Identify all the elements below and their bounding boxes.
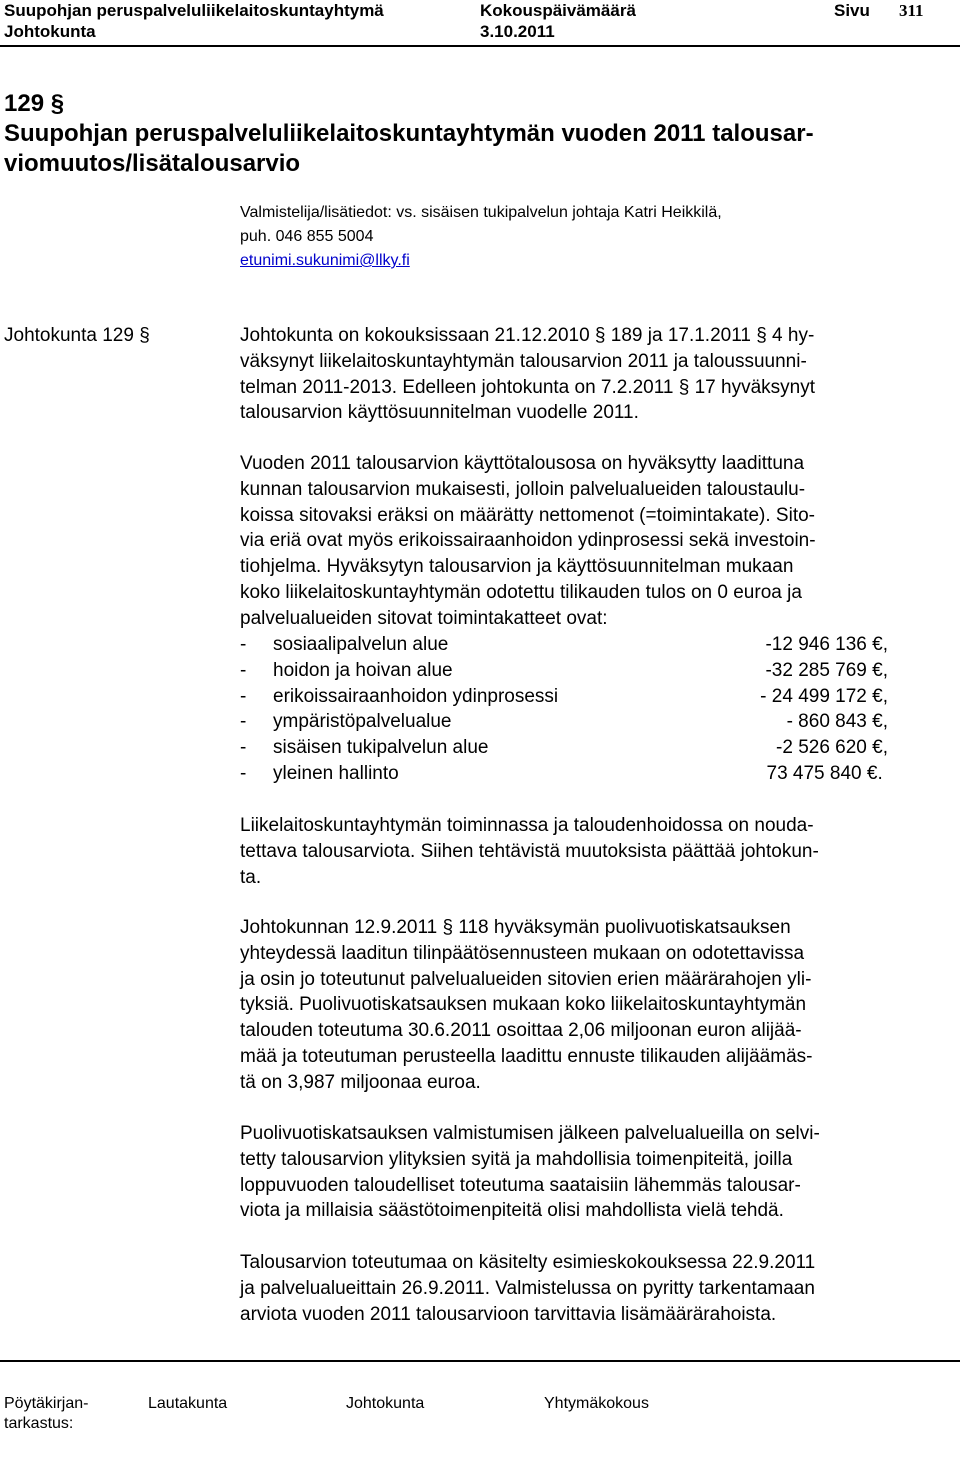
section-title-line2: viomuutos/lisätalousarvio bbox=[4, 150, 301, 177]
header-body: Johtokunta bbox=[4, 22, 96, 41]
section-number: 129 § bbox=[4, 90, 65, 117]
paragraph-5: Puolivuotiskatsauksen valmistumisen jälkeen palvelualueilla on selvi- tetty talousarvion ylityksien syitä ja mahdollisia toimenpiteitä, joilla loppuvuoden taloudelliset toteutuma saataisiin lähemmäs talousar- viota ja millaisia säästötoimenpiteitä olisi mahdollista vielä tehdä. bbox=[240, 1123, 820, 1222]
reference-label: Johtokunta 129 § bbox=[4, 325, 150, 346]
paragraph-3: Liikelaitoskuntayhtymän toiminnassa ja taloudenhoidossa on nouda- tettava talousarviota. Siihen tehtävistä muutoksista päättää johtokun- ta. bbox=[240, 815, 819, 888]
list-item: - hoidon ja hoivan alue -32 285 769 €, bbox=[240, 659, 888, 681]
list-item: - sisäisen tukipalvelun alue -2 526 620 €, bbox=[240, 737, 888, 759]
list-item: - sosiaalipalvelun alue -12 946 136 €, bbox=[240, 634, 888, 655]
header-date: 3.10.2011 bbox=[480, 22, 555, 41]
preparer-line1: Valmistelija/lisätiedot: vs. sisäisen tukipalvelun johtaja Katri Heikkilä, bbox=[240, 204, 722, 221]
preparer-email-link[interactable]: etunimi.sukunimi@llky.fi bbox=[240, 252, 410, 269]
header-org: Suupohjan peruspalveluliikelaitoskuntayhtymä bbox=[4, 1, 384, 20]
budget-items-list bbox=[240, 632, 900, 787]
header-divider bbox=[0, 45, 960, 47]
header-page-number: 311 bbox=[899, 1, 924, 20]
paragraph-6: Talousarvion toteutumaa on käsitelty esimieskokouksessa 22.9.2011 ja palvelualueittain 26.9.2011. Valmistelussa on pyritty tarkentamaan arviota vuoden 2011 talousarvioon tarvittavia lisämäärärahoista. bbox=[240, 1252, 816, 1325]
list-item: - ympäristöpalvelualue - 860 843 €, bbox=[240, 711, 888, 733]
paragraph-1: Johtokunta on kokouksissaan 21.12.2010 § 189 ja 17.1.2011 § 4 hy- väksynyt liikelaitoskuntayhtymän talousarvion 2011 ja taloussuunni- telman 2011-2013. Edelleen johtokunta on 7.2.2011 § 17 hyväksynyt talousarvion käyttösuunnitelman vuodelle 2011. bbox=[240, 325, 815, 424]
footer-divider bbox=[0, 1360, 960, 1362]
paragraph-2: Vuoden 2011 talousarvion käyttötalousosa on hyväksytty laadittuna kunnan talousarvion mukaisesti, jolloin palvelualueiden taloustaulu- koissa sitovaksi eräksi on määrätty nettomenot (=toimintakate). Sito- via eriä ovat myös erikoissairaanhoidon ydinprosessi sekä investoin- tiohjelma. Hyväksytyn talousarvion ja käyttösuunnitelman mukaan koko liikelaitoskuntayhtymän odotettu tilikauden tulos on 0 euroa ja palvelualueiden sitovat toimintakatteet ovat: bbox=[240, 453, 816, 629]
paragraph-4: Johtokunnan 12.9.2011 § 118 hyväksymän puolivuotiskatsauksen yhteydessä laaditun tilinpäätösennusteen mukaan on odotettavissa ja osin jo toteutunut palvelualueiden sitovien erien määrärahojen yli- tyksiä. Puolivuotiskatsauksen mukaan koko liikelaitoskuntayhtymän talouden toteutuma 30.6.2011 osoittaa 2,06 miljoonan euron alijää- mää ja toteutuman perusteella laadittu ennuste tilikauden alijäämäs- tä on 3,987 miljoonaa euroa. bbox=[240, 917, 813, 1093]
preparer-phone: puh. 046 855 5004 bbox=[240, 228, 374, 245]
section-title-line1: Suupohjan peruspalveluliikelaitoskuntayhtymän vuoden 2011 talousar- bbox=[4, 120, 814, 147]
footer-check-label: Pöytäkirjan- tarkastus: bbox=[4, 1395, 89, 1432]
footer-signature-yhtymakokous: Yhtymäkokous bbox=[544, 1395, 649, 1412]
footer-signature-lautakunta: Lautakunta bbox=[148, 1395, 228, 1412]
header-page-label: Sivu bbox=[834, 1, 870, 20]
list-item: - erikoissairaanhoidon ydinprosessi - 24 499 172 €, bbox=[240, 685, 888, 707]
list-item: - yleinen hallinto 73 475 840 €. bbox=[240, 762, 888, 784]
header-meeting-date-label: Kokouspäivämäärä bbox=[480, 1, 636, 20]
footer-signature-johtokunta: Johtokunta bbox=[346, 1395, 425, 1412]
